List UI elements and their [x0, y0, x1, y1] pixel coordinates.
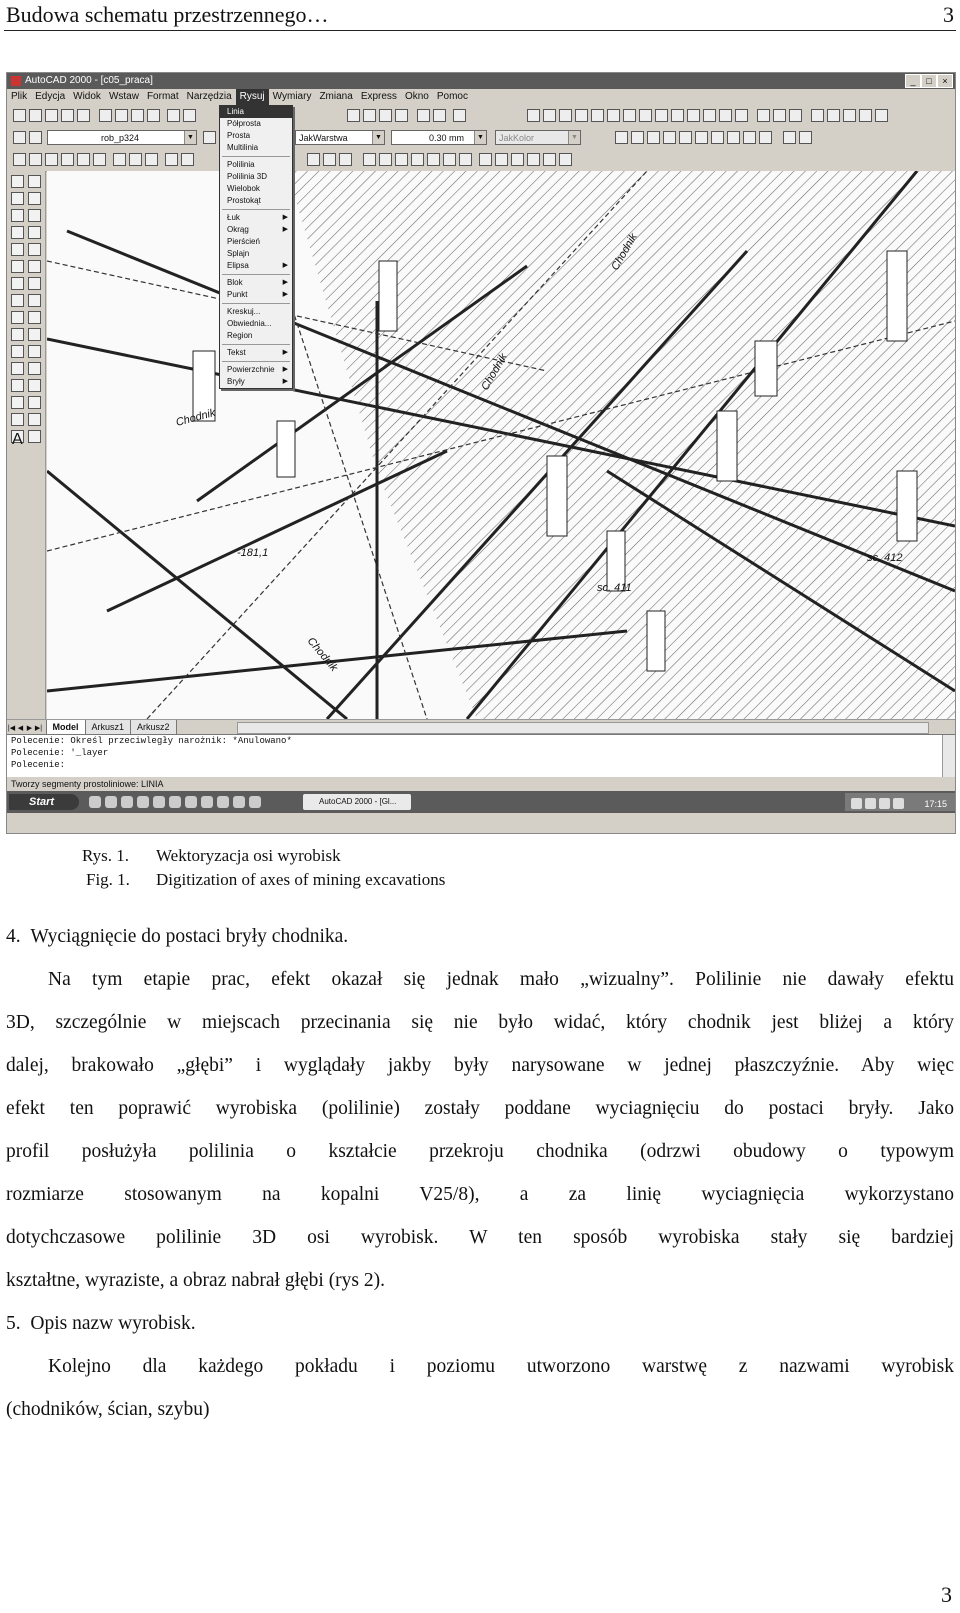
- close-icon[interactable]: ×: [937, 74, 953, 88]
- menu-separator: [222, 274, 290, 275]
- quicklaunch-desktop-icon[interactable]: [153, 796, 165, 808]
- offset-tool-icon[interactable]: [28, 226, 41, 239]
- layers-icon[interactable]: [29, 131, 42, 144]
- paragraph-line: Kolejno dla każdego pokładu i poziomu utworzono warstwę z nazwami wyrobisk: [48, 1356, 954, 1377]
- interfere-icon[interactable]: [687, 109, 700, 122]
- caption-text-pl: Wektoryzacja osi wyrobisk: [156, 846, 341, 865]
- linetype-value: JakWarstwa: [299, 133, 348, 143]
- arc-tool-icon[interactable]: [11, 277, 24, 290]
- standard-toolbar: [7, 105, 955, 128]
- region-tool-icon[interactable]: [11, 413, 24, 426]
- drawing-label: Chodnik: [479, 351, 510, 393]
- chevron-down-icon: ▼: [184, 131, 196, 144]
- draw-menu-item-prosta[interactable]: Prosta: [227, 131, 251, 140]
- color-select[interactable]: [495, 130, 581, 145]
- copy-tool-icon[interactable]: [28, 192, 41, 205]
- paragraph-line: (chodników, ścian, szybu): [6, 1399, 210, 1420]
- break-tool-icon[interactable]: [28, 379, 41, 392]
- lightbulb-icon[interactable]: [203, 131, 216, 144]
- view-top-icon[interactable]: [615, 131, 628, 144]
- copy-icon[interactable]: [115, 109, 128, 122]
- menu-separator: [222, 209, 290, 210]
- menu-pomoc[interactable]: Pomoc: [436, 91, 468, 102]
- clock: 17:15: [924, 799, 947, 809]
- save-icon[interactable]: [45, 109, 58, 122]
- dimension-toolbar: [7, 149, 955, 172]
- volume-icon[interactable]: [893, 798, 904, 809]
- cone-icon[interactable]: [575, 109, 588, 122]
- undo-icon[interactable]: [167, 109, 180, 122]
- view-ne-iso-icon[interactable]: [743, 131, 756, 144]
- menu-separator: [222, 344, 290, 345]
- draw-menu-item-tekst[interactable]: [220, 347, 292, 359]
- new-file-icon[interactable]: [13, 109, 26, 122]
- open-file-icon[interactable]: [29, 109, 42, 122]
- tab-arkusz1[interactable]: Arkusz1: [85, 720, 132, 735]
- polyline-tool-icon[interactable]: [11, 226, 24, 239]
- extrude-icon[interactable]: [623, 109, 636, 122]
- menu-edycja[interactable]: Edycja: [35, 91, 66, 102]
- ucs-face-icon[interactable]: [527, 153, 540, 166]
- submenu-arrow-icon: ▶: [282, 279, 288, 286]
- taskbar-autocad-task[interactable]: AutoCAD 2000 - [Gl...: [303, 794, 411, 810]
- erase-tool-icon[interactable]: [28, 175, 41, 188]
- drawing-label: sc. 412: [867, 552, 903, 564]
- quicklaunch-ie-icon[interactable]: [89, 796, 101, 808]
- caption-text-en: Digitization of axes of mining excavations: [156, 870, 446, 889]
- draw-menu-item-label: Blok: [227, 278, 243, 287]
- zoom-window-icon[interactable]: [379, 109, 392, 122]
- wedge-icon[interactable]: [591, 109, 604, 122]
- submenu-arrow-icon: ▶: [282, 366, 288, 373]
- draw-menu-item-polprosta[interactable]: Półprosta: [227, 119, 261, 128]
- revolve-icon[interactable]: [639, 109, 652, 122]
- paragraph-line: Na tym etapie prac, efekt okazał się jednak mało „wizualny”. Polilinie nie dawały efektu: [48, 969, 954, 990]
- design-center-icon[interactable]: [433, 109, 446, 122]
- submenu-arrow-icon: ▶: [282, 349, 288, 356]
- header-page-number: 3: [943, 2, 954, 27]
- properties-icon[interactable]: [417, 109, 430, 122]
- menu-okno[interactable]: Okno: [404, 91, 429, 102]
- help-icon[interactable]: [453, 109, 466, 122]
- menu-wstaw[interactable]: Wstaw: [108, 91, 139, 102]
- array-tool-icon[interactable]: [28, 243, 41, 256]
- ellipse-tool-icon[interactable]: [11, 328, 24, 341]
- paragraph-line: efekt ten poprawić wyrobiska (polilinie) zostały poddane wyciagnięciu do postaci bryły. Jako: [6, 1098, 954, 1119]
- layer-select[interactable]: [47, 130, 197, 145]
- shade-icon[interactable]: [811, 109, 824, 122]
- baseline-dimension-icon[interactable]: [129, 153, 142, 166]
- ordinate-dimension-icon[interactable]: [45, 153, 58, 166]
- paragraph-line: profil posłużyła polilinia o kształcie przekroju chodnika (odrzwi obudowy o typowym: [6, 1141, 954, 1162]
- draw-menu-item-obwiednia[interactable]: Obwiednia...: [227, 319, 272, 328]
- paragraph-line: dalej, brakowało „głębi” i wyglądały jakby były narysowane w jednej płaszczyźnie. Aby więc: [6, 1055, 954, 1076]
- command-scrollbar[interactable]: [942, 735, 955, 777]
- draw-menu-item-region[interactable]: Region: [227, 331, 253, 340]
- horizontal-scrollbar[interactable]: [237, 722, 929, 734]
- zoom-realtime-icon[interactable]: [363, 109, 376, 122]
- chevron-down-icon: ▼: [372, 131, 384, 144]
- draw-modify-toolbar: [7, 171, 46, 719]
- menubar: [7, 89, 955, 105]
- paragraph-line: dotychczasowe polilinie 3D osi wyrobisk. W ten sposób wyrobiska stały się bardziej: [6, 1227, 954, 1248]
- intersect-icon[interactable]: [789, 109, 802, 122]
- linear-dimension-icon[interactable]: [13, 153, 26, 166]
- mirror-tool-icon[interactable]: [28, 209, 41, 222]
- menu-express[interactable]: Express: [360, 91, 397, 102]
- footer-page-number: 3: [941, 1582, 952, 1607]
- maximize-icon[interactable]: □: [921, 74, 937, 88]
- move-tool-icon[interactable]: [28, 260, 41, 273]
- draw-menu-item-punkt[interactable]: [220, 289, 292, 301]
- osnap-intersection-icon[interactable]: [395, 153, 408, 166]
- ucs-icon[interactable]: [479, 153, 492, 166]
- section-icon[interactable]: [671, 109, 684, 122]
- window-titlebar: [7, 73, 955, 89]
- submenu-arrow-icon: ▶: [282, 226, 288, 233]
- lineweight-select[interactable]: [391, 130, 487, 145]
- quick-dimension-icon[interactable]: [113, 153, 126, 166]
- osnap-midpoint-icon[interactable]: [379, 153, 392, 166]
- submenu-arrow-icon: ▶: [282, 378, 288, 385]
- command-prompt[interactable]: Polecenie:: [11, 760, 66, 770]
- cut-icon[interactable]: [99, 109, 112, 122]
- draw-menu-item-elipsa[interactable]: [220, 260, 292, 272]
- tray-icon[interactable]: [865, 798, 876, 809]
- osnap-endpoint-icon[interactable]: [363, 153, 376, 166]
- quicklaunch-word-icon[interactable]: [121, 796, 133, 808]
- orbit-icon[interactable]: [783, 131, 796, 144]
- color-value: JakKolor: [499, 133, 535, 143]
- ucs-origin-icon[interactable]: [559, 153, 572, 166]
- ucs-object-icon[interactable]: [511, 153, 524, 166]
- render-icon[interactable]: [827, 109, 840, 122]
- object-properties-toolbar: [7, 127, 955, 150]
- slice-icon[interactable]: [655, 109, 668, 122]
- draw-menu-item-label: Punkt: [227, 290, 248, 299]
- drawing-label: -181,1: [237, 547, 269, 559]
- chevron-down-icon: ▼: [474, 131, 486, 144]
- union-icon[interactable]: [757, 109, 770, 122]
- menu-separator: [222, 361, 290, 362]
- windows-taskbar: [7, 791, 955, 813]
- menu-zmiana[interactable]: Zmiana: [319, 91, 353, 102]
- stretch-tool-icon[interactable]: [28, 311, 41, 324]
- autocad-screenshot: [6, 72, 956, 834]
- quicklaunch-app-icon[interactable]: [169, 796, 181, 808]
- match-properties-icon[interactable]: [147, 109, 160, 122]
- sphere-icon[interactable]: [543, 109, 556, 122]
- menu-format[interactable]: Format: [146, 91, 179, 102]
- view-nw-iso-icon[interactable]: [759, 131, 772, 144]
- osnap-none-icon[interactable]: [459, 153, 472, 166]
- menu-separator: [222, 156, 290, 157]
- draw-menu-item-label: Elipsa: [227, 261, 249, 270]
- draw-menu-item-polilinia[interactable]: Polilinia: [227, 160, 255, 169]
- layout-tabs: [7, 719, 955, 734]
- view-right-icon[interactable]: [663, 131, 676, 144]
- setup-drawing-icon[interactable]: [703, 109, 716, 122]
- view-sw-iso-icon[interactable]: [711, 131, 724, 144]
- draw-menu-item-luk[interactable]: [220, 212, 292, 224]
- status-bar: [7, 777, 955, 791]
- lineweight-value: 0.30 mm: [429, 133, 465, 143]
- multiline-text-tool-icon[interactable]: A: [12, 431, 23, 448]
- draw-menu-item-splajn[interactable]: Splajn: [227, 249, 250, 258]
- drawing-canvas[interactable]: [47, 171, 955, 719]
- view-front-icon[interactable]: [679, 131, 692, 144]
- tab-next-icon[interactable]: ▶: [26, 725, 33, 732]
- start-button[interactable]: Start: [9, 794, 79, 810]
- chevron-down-icon: ▼: [568, 131, 580, 144]
- section-5-heading: 5. Opis nazw wyrobisk.: [6, 1313, 196, 1334]
- draw-menu-item-powierzchnie[interactable]: [220, 364, 292, 376]
- tab-model[interactable]: Model: [46, 720, 86, 735]
- tab-last-icon[interactable]: ▶|: [34, 725, 43, 732]
- setup-view-icon[interactable]: [719, 109, 732, 122]
- spline-tool-icon[interactable]: [11, 311, 24, 324]
- drawing-label: Chodnik: [304, 635, 340, 674]
- draw-menu-item-bryly[interactable]: [220, 376, 292, 388]
- scale-tool-icon[interactable]: [28, 294, 41, 307]
- view-se-iso-icon[interactable]: [727, 131, 740, 144]
- preview-icon[interactable]: [77, 109, 90, 122]
- window-title: AutoCAD 2000 - [c05_praca]: [25, 75, 153, 86]
- pan-icon[interactable]: [347, 109, 360, 122]
- paste-icon[interactable]: [131, 109, 144, 122]
- materials-icon[interactable]: [875, 109, 888, 122]
- drawing-label: Chodnik: [609, 231, 640, 273]
- construction-line-tool-icon[interactable]: [11, 192, 24, 205]
- dimension-update-icon[interactable]: [339, 153, 352, 166]
- dimension-edit-icon[interactable]: [307, 153, 320, 166]
- quicklaunch-media-icon[interactable]: [137, 796, 149, 808]
- point-tool-icon[interactable]: [11, 379, 24, 392]
- insert-block-tool-icon[interactable]: [11, 345, 24, 358]
- draw-menu-item-wielobok[interactable]: Wielobok: [227, 184, 260, 193]
- linetype-select[interactable]: [295, 130, 385, 145]
- tray-icon[interactable]: [851, 798, 862, 809]
- lengthen-tool-icon[interactable]: [28, 328, 41, 341]
- command-history-line: Polecenie: Określ przeciwległy narożnik: *Anulowano*: [11, 736, 292, 746]
- layer-value: rob_p324: [101, 133, 140, 143]
- submenu-arrow-icon: ▶: [282, 214, 288, 221]
- subtract-icon[interactable]: [773, 109, 786, 122]
- dimension-text-edit-icon[interactable]: [323, 153, 336, 166]
- menu-wymiary[interactable]: Wymiary: [272, 91, 312, 102]
- section-4-heading: 4. Wyciągnięcie do postaci bryły chodnika.: [6, 926, 349, 947]
- tolerance-icon[interactable]: [165, 153, 178, 166]
- drawing-label: Chodnik: [174, 406, 217, 429]
- quicklaunch-outlook-icon[interactable]: [105, 796, 117, 808]
- chamfer-tool-icon[interactable]: [28, 396, 41, 409]
- mine-map-drawing: [47, 171, 955, 719]
- diameter-dimension-icon[interactable]: [77, 153, 90, 166]
- system-tray: [845, 793, 955, 811]
- draw-menu-item-label: Bryły: [227, 377, 245, 386]
- aligned-dimension-icon[interactable]: [29, 153, 42, 166]
- quicklaunch-app-icon[interactable]: [233, 796, 245, 808]
- paragraph-line: rozmiarze stosowanym na kopalni V25/8), a za linię wyciagnięcia wykorzystano: [6, 1184, 954, 1205]
- command-line[interactable]: [7, 734, 955, 778]
- setup-profile-icon[interactable]: [735, 109, 748, 122]
- ucs-view-icon[interactable]: [543, 153, 556, 166]
- scene-icon[interactable]: [843, 109, 856, 122]
- submenu-arrow-icon: ▶: [282, 291, 288, 298]
- running-title: Budowa schematu przestrzennego…: [6, 2, 329, 27]
- tray-icon[interactable]: [879, 798, 890, 809]
- caption-label-en: Fig. 1.: [86, 870, 130, 889]
- angular-dimension-icon[interactable]: [93, 153, 106, 166]
- draw-menu-item-pierscien[interactable]: Pierścień: [227, 237, 260, 246]
- redo-icon[interactable]: [183, 109, 196, 122]
- page-header: [4, 0, 956, 31]
- autocad-app-icon: [11, 76, 21, 86]
- draw-menu-item-linia[interactable]: Linia: [220, 106, 292, 118]
- cylinder-icon[interactable]: [559, 109, 572, 122]
- view-left-icon[interactable]: [647, 131, 660, 144]
- lights-icon[interactable]: [859, 109, 872, 122]
- print-icon[interactable]: [61, 109, 74, 122]
- draw-menu-item-prostokat[interactable]: Prostokąt: [227, 196, 261, 205]
- zoom-previous-icon[interactable]: [395, 109, 408, 122]
- torus-icon[interactable]: [607, 109, 620, 122]
- draw-menu-item-label: Okrąg: [227, 225, 249, 234]
- draw-menu-item-kreskuj[interactable]: Kreskuj...: [227, 307, 261, 316]
- line-tool-icon[interactable]: [11, 175, 24, 188]
- rectangle-tool-icon[interactable]: [11, 260, 24, 273]
- multiline-tool-icon[interactable]: [11, 209, 24, 222]
- center-mark-icon[interactable]: [181, 153, 194, 166]
- circle-tool-icon[interactable]: [11, 294, 24, 307]
- caption-label-pl: Rys. 1.: [82, 846, 130, 865]
- draw-menu-item-blok[interactable]: [220, 277, 292, 289]
- view-bottom-icon[interactable]: [631, 131, 644, 144]
- draw-menu-item-label: Tekst: [227, 348, 246, 357]
- draw-menu-dropdown: [219, 105, 293, 389]
- command-history-line: Polecenie: '_layer: [11, 748, 109, 758]
- radius-dimension-icon[interactable]: [61, 153, 74, 166]
- drawing-label: sc. 411: [597, 582, 632, 594]
- menu-separator: [222, 303, 290, 304]
- continue-dimension-icon[interactable]: [145, 153, 158, 166]
- extend-tool-icon[interactable]: [28, 362, 41, 375]
- menu-rysuj[interactable]: Rysuj: [236, 89, 269, 105]
- osnap-center-icon[interactable]: [411, 153, 424, 166]
- quicklaunch-app-icon[interactable]: [249, 796, 261, 808]
- make-layer-current-icon[interactable]: [13, 131, 26, 144]
- quicklaunch-app-icon[interactable]: [201, 796, 213, 808]
- menu-plik[interactable]: Plik: [11, 91, 28, 102]
- tab-arkusz2[interactable]: Arkusz2: [130, 720, 177, 735]
- submenu-arrow-icon: ▶: [282, 262, 288, 269]
- menu-narzedzia[interactable]: Narzędzia: [186, 91, 232, 102]
- draw-menu-item-label: Łuk: [227, 213, 240, 222]
- box-icon[interactable]: [527, 109, 540, 122]
- osnap-perpendicular-icon[interactable]: [427, 153, 440, 166]
- tab-prev-icon[interactable]: ◀: [17, 725, 24, 732]
- quicklaunch-app-icon[interactable]: [217, 796, 229, 808]
- make-block-tool-icon[interactable]: [11, 362, 24, 375]
- minimize-icon[interactable]: _: [905, 74, 921, 88]
- draw-menu-item-polilinia-3d[interactable]: Polilinia 3D: [227, 172, 268, 181]
- tab-first-icon[interactable]: |◀: [7, 725, 16, 732]
- paragraph-line: 3D, szczególnie w miejscach przecinania się nie było widać, który chodnik jest bliżej a który: [6, 1012, 954, 1033]
- ucs-world-icon[interactable]: [495, 153, 508, 166]
- draw-menu-item-label: Powierzchnie: [227, 365, 275, 374]
- fillet-tool-icon[interactable]: [28, 413, 41, 426]
- rotate-tool-icon[interactable]: [28, 277, 41, 290]
- hide-icon[interactable]: [799, 131, 812, 144]
- paragraph-line: kształtne, wyraziste, a obraz nabrał głębi (rys 2).: [6, 1270, 386, 1291]
- view-back-icon[interactable]: [695, 131, 708, 144]
- polygon-tool-icon[interactable]: [11, 243, 24, 256]
- trim-tool-icon[interactable]: [28, 345, 41, 358]
- draw-menu-item-okrag[interactable]: [220, 224, 292, 236]
- quicklaunch-app-icon[interactable]: [185, 796, 197, 808]
- hatch-tool-icon[interactable]: [11, 396, 24, 409]
- draw-menu-item-multilinia[interactable]: Multilinia: [227, 143, 259, 152]
- explode-tool-icon[interactable]: [28, 430, 41, 443]
- status-text: Tworzy segmenty prostoliniowe: LINIA: [11, 779, 164, 789]
- menu-widok[interactable]: Widok: [73, 91, 101, 102]
- osnap-nearest-icon[interactable]: [443, 153, 456, 166]
